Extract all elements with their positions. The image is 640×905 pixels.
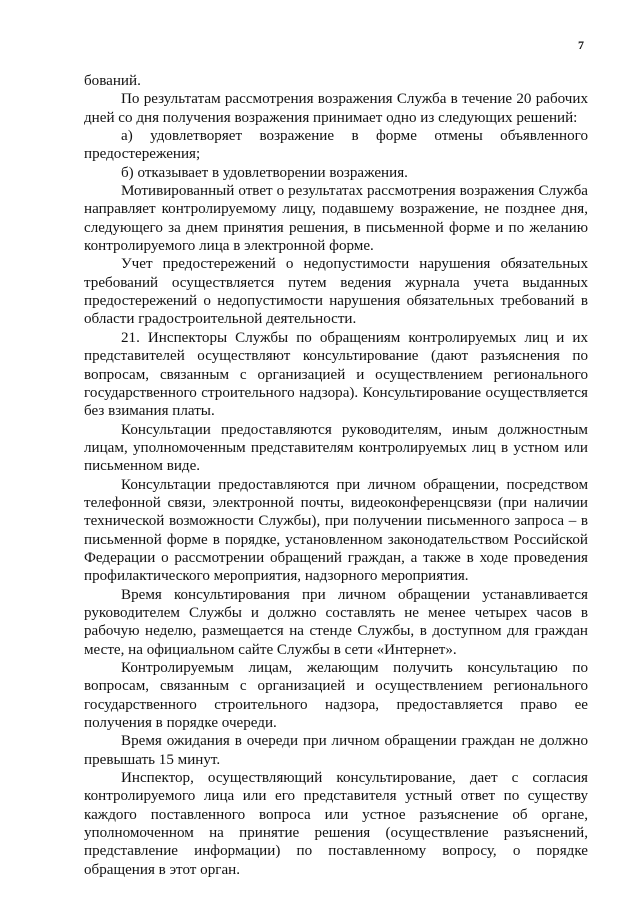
paragraph-warnings-journal: Учет предостережений о недопустимости нарушения обязательных требований осуществляется путем ведения журнала учета выданных предостережений о недопустимости нарушения обязательных требований в области градостроительной деятельности. bbox=[84, 256, 588, 328]
document-body bbox=[84, 72, 588, 879]
paragraph-motivated-answer: Мотивированный ответ о результатах рассмотрения возражения Служба направляет контролируемому лицу, подавшему возражение, не позднее дня, следующего за днем принятия решения, в письменной форме и по желанию контролируемого лица в электронной форме. bbox=[84, 183, 588, 255]
paragraph-queue-right: Контролируемым лицам, желающим получить консультацию по вопросам, связанным с организацией и осуществлением регионального государственного строительного надзора, предоставляется право ее получения в порядке очереди. bbox=[84, 660, 588, 732]
paragraph-clause-21: 21. Инспекторы Службы по обращениям контролируемых лиц и их представителей осуществляют консультирование (дают разъяснения по вопросам, связанным с организацией и осуществлением регионального государственного строительного надзора). Консультирование осуществляется без взимания платы. bbox=[84, 329, 588, 420]
paragraph-option-b: б) отказывает в удовлетворении возражения. bbox=[121, 164, 408, 181]
paragraph-inspector-answer: Инспектор, осуществляющий консультирование, дает с согласия контролируемого лица или его представителя устный ответ по существу каждого поставленного вопроса или устное разъяснение об органе, уполномоченном на принятие решения (осуществление разъяснений, представление информации) по поставленному вопросу, о порядке обращения в этот орган. bbox=[84, 770, 588, 878]
paragraph-option-a: а) удовлетворяет возражение в форме отмены объявленного предостережения; bbox=[84, 128, 588, 163]
paragraph-consultation-time: Время консультирования при личном обращении устанавливается руководителем Службы и должно составлять не менее четырех часов в рабочую неделю, размещается на стенде Службы, в доступном для граждан месте, на официальном сайте Службы в сети «Интернет». bbox=[84, 586, 588, 658]
paragraph-continuation: бований. bbox=[84, 73, 141, 89]
page-number: 7 bbox=[578, 38, 584, 52]
paragraph-objection-review: По результатам рассмотрения возражения Служба в течение 20 рабочих дней со дня получения возражения принимает одно из следующих решений: bbox=[84, 91, 588, 126]
paragraph-waiting-time: Время ожидания в очереди при личном обращении граждан не должно превышать 15 минут. bbox=[84, 733, 588, 768]
paragraph-consultation-methods: Консультации предоставляются при личном обращении, посредством телефонной связи, электронной почты, видеоконференцсвязи (при наличии технической возможности Службы), при получении письменного запроса – в письменной форме в порядке, установленном законодательством Российской Федерации о рассмотрении обращений граждан, а также в ходе проведения профилактического мероприятия, надзорного мероприятия. bbox=[84, 476, 588, 585]
paragraph-consultation-recipients: Консультации предоставляются руководителям, иным должностным лицам, уполномоченным представителям контролируемых лиц в устном или письменном виде. bbox=[84, 421, 588, 475]
